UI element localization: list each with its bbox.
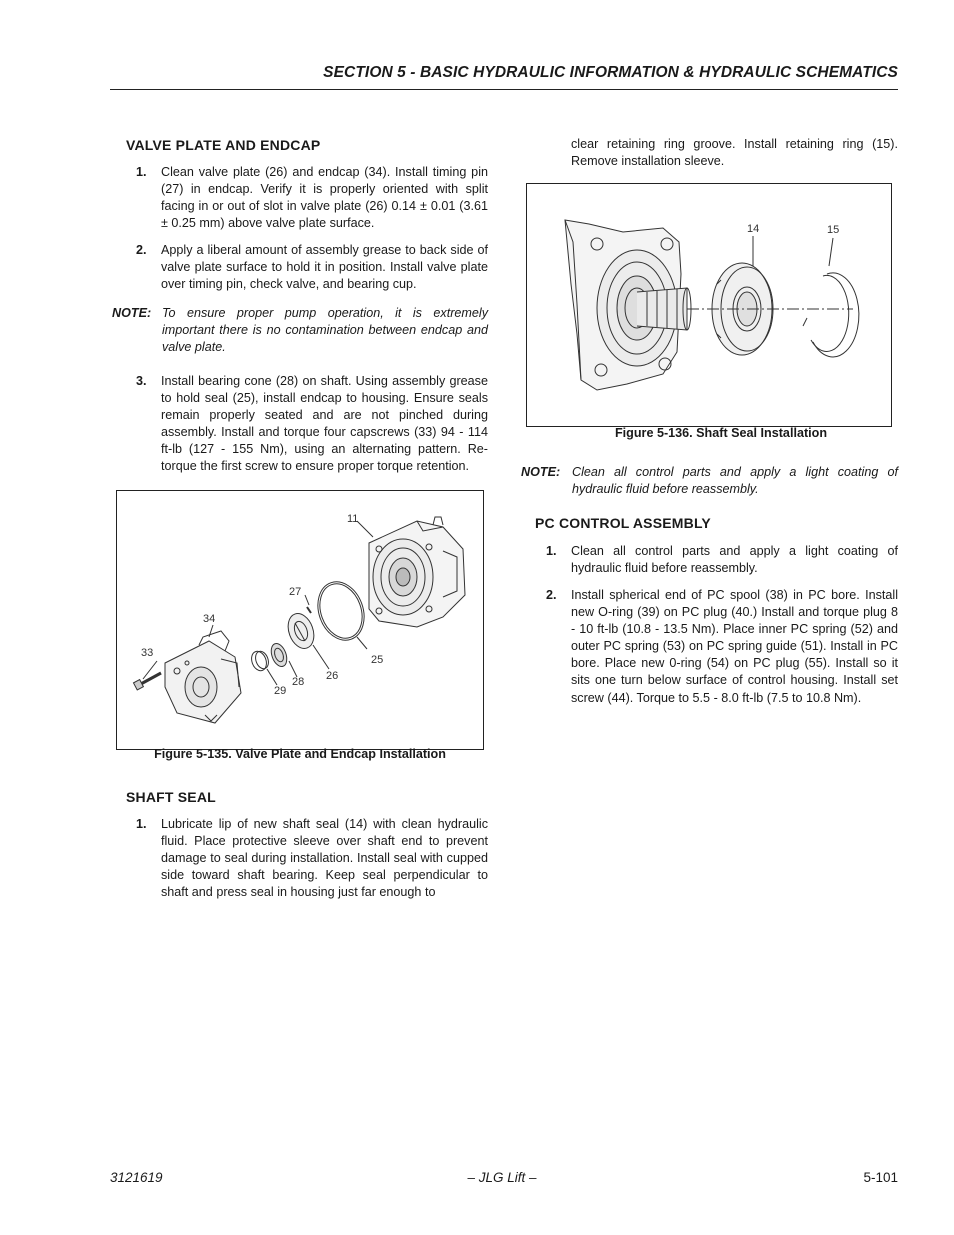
figure-136-caption: Figure 5-136. Shaft Seal Installation (614, 426, 828, 440)
header-rule (110, 89, 898, 90)
callout-25: 25 (371, 654, 384, 666)
doc-number: 3121619 (110, 1170, 163, 1185)
step-text: Lubricate lip of new shaft seal (14) with clean hydraulic fluid. Place protective sleeve over shaft end to prevent damage to seal during installation. Install seal with cupped side toward shaft bearing. Keep seal perpendicular to shaft and press seal in housing just far enough to (161, 817, 488, 900)
step-number: 2. (136, 243, 147, 257)
note-text: To ensure proper pump operation, it is extremely important there is no contamination between endcap and valve plate. (162, 306, 488, 355)
section-title: SECTION 5 - BASIC HYDRAULIC INFORMATION & HYDRAULIC SCHEMATICS (323, 64, 898, 81)
callout-26: 26 (326, 670, 339, 682)
step-text: Install bearing cone (28) on shaft. Using assembly grease to hold seal (25), install endcap to housing. Ensure seals remain properly seated and are not pinched during assembly. Install and torque four capscrews (33) 94 - 114 ft-lb (127 - 155 Nm), using an alternating pattern. Re-torque the first screw to ensure proper torque retention. (161, 374, 488, 474)
note-label: NOTE: (521, 465, 561, 479)
step-text: Clean valve plate (26) and endcap (34). Install timing pin (27) in endcap. Verify it is properly oriented with split facing in or out of slot in valve plate (26) 0.14 ± 0.01 (3.61 ± 0.25 mm) above valve plate surface. (161, 165, 488, 231)
shaft-seal-illustration (527, 184, 891, 426)
callout-14: 14 (747, 223, 760, 235)
valve-plate-endcap-illustration (117, 491, 483, 749)
page-number: 5-101 (863, 1170, 898, 1185)
step-text: Apply a liberal amount of assembly grease to back side of valve plate surface to hold it in position. Install valve plate over timing pin, check valve, and bearing cup. (161, 243, 488, 292)
callout-33: 33 (141, 647, 154, 659)
pc-control-heading: PC CONTROL ASSEMBLY (535, 515, 711, 531)
callout-29: 29 (274, 685, 287, 697)
step-number: 1. (546, 544, 557, 558)
callout-27: 27 (289, 586, 302, 598)
footer-brand: – JLG Lift – (467, 1170, 537, 1185)
step-text: Install spherical end of PC spool (38) in PC bore. Install new O-ring (39) on PC plug (40.) Install and torque plug 8 - 10 ft-lb (10.8 - 13.5 Nm). Place inner PC spring (52) and outer PC spring (53) on PC spring guide (51). Install in PC bore. Place new 0-ring (54) on PC plug (55). Install so it sits one turn below surface of control housing. Install set screw (44). Torque to 5.5 - 8.0 ft-lb (7.5 to 10.8 Nm). (571, 588, 898, 705)
valve-plate-heading: VALVE PLATE AND ENDCAP (126, 137, 321, 153)
shaft-seal-heading: SHAFT SEAL (126, 789, 216, 805)
figure-135-caption: Figure 5-135. Valve Plate and Endcap Installation (154, 747, 446, 761)
shaft-seal-continuation: clear retaining ring groove. Install retaining ring (15). Remove installation sleeve. (571, 137, 898, 169)
step-number: 2. (546, 588, 557, 602)
step-number: 3. (136, 374, 147, 388)
figure-valve-plate-endcap (116, 490, 484, 750)
callout-15: 15 (827, 224, 840, 236)
callout-34: 34 (203, 613, 216, 625)
step-number: 1. (136, 817, 147, 831)
callout-11: 11 (347, 513, 359, 525)
note-text: Clean all control parts and apply a light coating of hydraulic fluid before reassembly. (572, 465, 898, 497)
figure-shaft-seal (526, 183, 892, 427)
step-text: Clean all control parts and apply a light coating of hydraulic fluid before reassembly. (571, 544, 898, 576)
note-label: NOTE: (112, 306, 152, 320)
step-number: 1. (136, 165, 147, 179)
callout-28: 28 (292, 676, 305, 688)
